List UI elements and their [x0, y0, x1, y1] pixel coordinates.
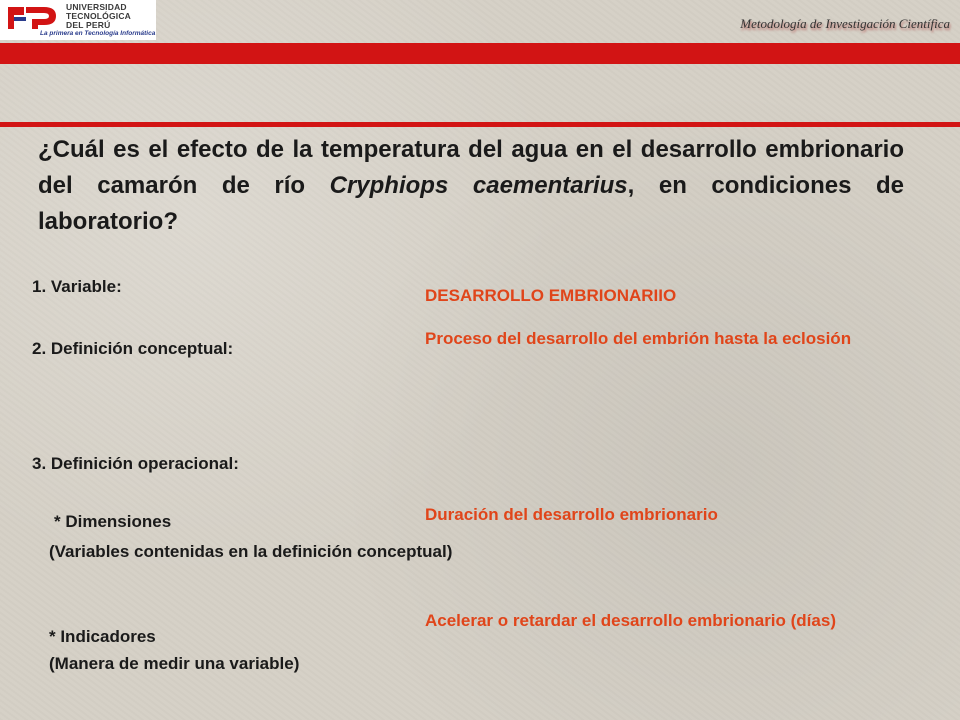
header-red-divider [0, 122, 960, 127]
indicators-label: * Indicadores [49, 627, 156, 646]
header-red-band [0, 43, 960, 64]
question-species-epithet: caementarius [472, 172, 628, 199]
university-name-line2: TECNOLÓGICA [66, 11, 132, 21]
research-question [38, 132, 904, 240]
conceptual-definition-value: Proceso del desarrollo del embrión hasta la eclosión [425, 329, 852, 348]
variable-label: 1. Variable: [32, 277, 122, 296]
dimensions-value: Duración del desarrollo embrionario [425, 505, 718, 524]
question-text-start: ¿Cuál es el efecto de la temperatura del agua en el desarrollo embrionario del camarón de río [38, 136, 904, 199]
university-name-line1: UNIVERSIDAD [66, 2, 127, 12]
operational-definition-label: 3. Definición operacional: [32, 454, 239, 473]
conceptual-definition-label: 2. Definición conceptual: [32, 339, 234, 358]
question-species-genus: Cryphiops [329, 172, 449, 199]
dimensions-label: * Dimensiones [54, 512, 172, 531]
dimensions-note: (Variables contenidas en la definición conceptual) [49, 542, 453, 561]
up-logo-icon [4, 3, 64, 33]
variable-value: DESARROLLO EMBRIONARIIO [425, 286, 677, 305]
university-tagline: La primera en Tecnología Informática [40, 30, 156, 37]
indicators-note: (Manera de medir una variable) [49, 654, 300, 673]
university-name [66, 3, 154, 30]
question-text-end: , en condiciones de laboratorio? [38, 172, 904, 235]
university-name-line3: DEL PERÚ [66, 20, 111, 30]
university-logo [0, 0, 156, 40]
indicators-value: Acelerar o retardar el desarrollo embrionario (días) [425, 611, 836, 630]
slide-header-title: Metodología de Investigación Científica [740, 16, 950, 31]
